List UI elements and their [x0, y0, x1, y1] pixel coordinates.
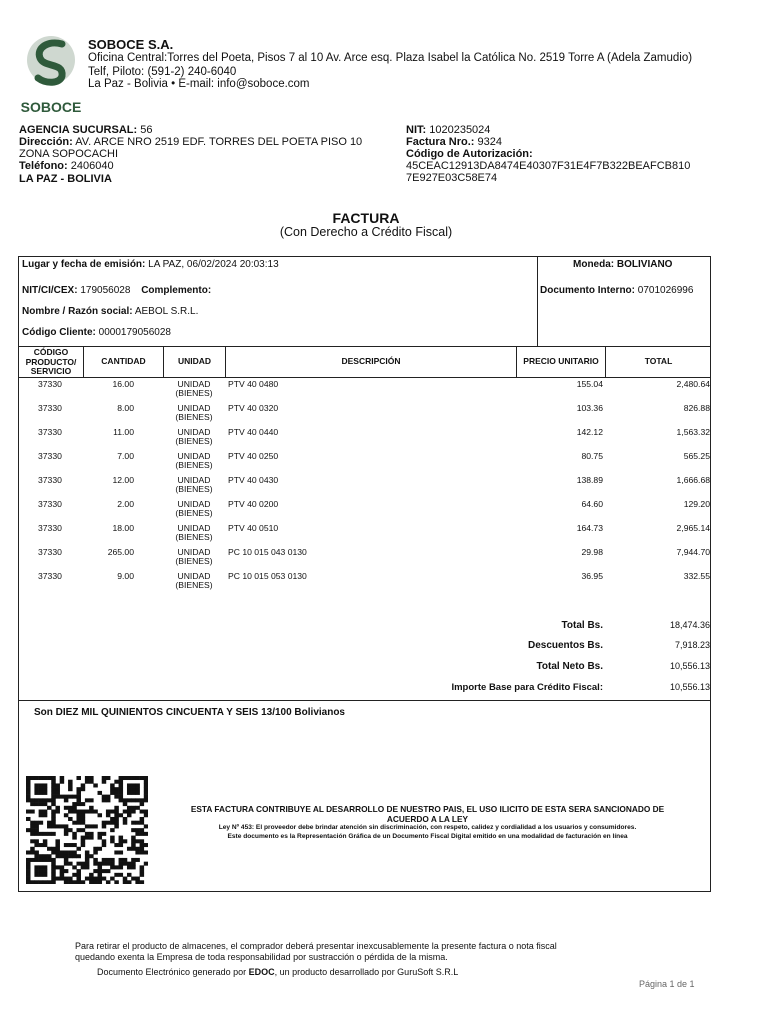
item-unidad-tipo: (BIENES): [175, 484, 213, 494]
nit-cliente: [22, 285, 211, 296]
amount-in-words: Son DIEZ MIL QUINIENTOS CINCUENTA Y SEIS 13/100 Bolivianos: [34, 707, 345, 718]
item-descripcion: PTV 40 0320: [228, 403, 279, 413]
edoc-suffix: , un producto desarrollado por GuruSoft S.R.L: [274, 967, 459, 977]
telefono-label: Teléfono:: [19, 160, 68, 172]
item-descripcion: PTV 40 0480: [228, 379, 279, 389]
codigo-autorizacion-line1: 45CEAC12913DA8474E40307F31E4F7B322BEAFCB810: [406, 160, 691, 172]
document-subtitle: (Con Derecho a Crédito Fiscal): [279, 225, 453, 239]
footer-line2: quedando exenta la Empresa de toda responsabilidad por sustracción o pérdida de la misma.: [75, 952, 448, 962]
item-unidad-tipo: (BIENES): [175, 460, 213, 470]
item-total: 2,965.14: [676, 523, 710, 533]
header-codigo-3: SERVICIO: [30, 366, 72, 376]
item-precio-unitario: 155.04: [576, 379, 603, 389]
ciudad-line: LA PAZ - BOLIVIA: [19, 173, 112, 185]
nit-emisor-line: [406, 124, 490, 137]
item-cantidad: 7.00: [117, 451, 134, 461]
nombre-label: Nombre / Razón social:: [22, 306, 133, 317]
item-codigo: 37330: [38, 499, 62, 509]
item-descripcion: PTV 40 0200: [228, 499, 279, 509]
item-unidad: UNIDAD: [177, 547, 211, 557]
item-descripcion: PTV 40 0510: [228, 523, 279, 533]
soboce-logo: [18, 32, 84, 116]
item-total: 7,944.70: [676, 547, 710, 557]
codigo-autorizacion-line2: 7E927E03C58E74: [406, 172, 498, 184]
moneda-label: Moneda:: [573, 259, 615, 270]
edoc-brand: EDOC: [248, 967, 275, 977]
legal-line1: ESTA FACTURA CONTRIBUYE AL DESARROLLO DE NUESTRO PAIS, EL USO ILICITO DE ESTA SERA SANCIONADO DE: [190, 804, 665, 814]
item-unidad-tipo: (BIENES): [175, 412, 213, 422]
agencia-label: AGENCIA SUCURSAL:: [19, 124, 138, 136]
item-total: 1,666.68: [676, 475, 710, 485]
item-total: 2,480.64: [676, 379, 710, 389]
descuentos-label: Descuentos Bs.: [527, 640, 603, 651]
table-top-line: [18, 346, 711, 347]
documento-interno: [540, 285, 693, 296]
company-address: Oficina Central:Torres del Poeta, Pisos 7 al 10 Av. Arce esq. Plaza Isabel la Católica No. 2519 Torre A (Adela Zamudio): [88, 52, 693, 64]
company-phone: Telf, Piloto: (591-2) 240-6040: [88, 66, 237, 78]
direccion-label: Dirección:: [19, 136, 73, 148]
item-cantidad: 11.00: [113, 427, 134, 437]
item-unidad-tipo: (BIENES): [175, 580, 213, 590]
header-descripcion: DESCRIPCIÓN: [341, 356, 401, 366]
codigo-cliente: [22, 327, 171, 338]
logo-text: SOBOCE: [20, 99, 82, 115]
item-unidad: UNIDAD: [177, 403, 211, 413]
nombre-value: AEBOL S.R.L.: [134, 306, 199, 317]
item-unidad: UNIDAD: [177, 475, 211, 485]
item-codigo: 37330: [38, 403, 62, 413]
item-descripcion: PC 10 015 053 0130: [228, 571, 307, 581]
zona-line: ZONA SOPOCACHI: [19, 148, 119, 160]
company-name: SOBOCE S.A.: [88, 37, 174, 52]
cliente-label: Código Cliente:: [22, 327, 96, 338]
item-precio-unitario: 64.60: [581, 499, 603, 509]
moneda: [573, 259, 672, 270]
item-precio-unitario: 142.12: [576, 427, 603, 437]
codigo-autorizacion-label: Código de Autorización:: [406, 148, 533, 160]
item-cantidad: 18.00: [112, 523, 134, 533]
cliente-value: 0000179056028: [98, 327, 171, 338]
item-precio-unitario: 103.36: [576, 403, 603, 413]
item-descripcion: PTV 40 0440: [228, 427, 279, 437]
item-unidad: UNIDAD: [177, 379, 211, 389]
item-unidad: UNIDAD: [177, 451, 211, 461]
nit-cliente-value: 179056028: [80, 285, 131, 296]
agencia-value: 56: [140, 124, 153, 136]
item-codigo: 37330: [38, 451, 62, 461]
moneda-value: BOLIVIANO: [616, 259, 673, 270]
page-number: Página 1 de 1: [639, 979, 695, 989]
item-total: 565.25: [683, 451, 710, 461]
neto-value: 10,556.13: [669, 661, 710, 671]
item-codigo: 37330: [38, 379, 62, 389]
table-header-line: [18, 377, 711, 378]
legal-line2: ACUERDO A LA LEY: [386, 814, 469, 824]
header-total: TOTAL: [644, 356, 673, 366]
agencia-line: [19, 124, 152, 137]
item-codigo: 37330: [38, 571, 62, 581]
item-cantidad: 265.00: [107, 547, 134, 557]
doc-interno-label: Documento Interno:: [540, 285, 635, 296]
legal-line3: Ley Nº 453: El proveedor debe brindar atención sin discriminación, con respeto, calidez y cordialidad a los usuarios y consumidores.: [218, 824, 637, 831]
neto-label: Total Neto Bs.: [536, 661, 603, 672]
meta-divider: [537, 256, 538, 347]
descuentos-value: 7,918.23: [674, 640, 710, 650]
item-precio-unitario: 164.73: [576, 523, 603, 533]
lugar-fecha: [22, 259, 279, 270]
legal-line4: Este documento es la Representación Gráfica de un Documento Fiscal Digital emitido en una modalidad de facturación en línea: [227, 833, 628, 840]
item-precio-unitario: 138.89: [576, 475, 603, 485]
nombre-razon-social: [22, 306, 198, 317]
item-precio-unitario: 36.95: [581, 571, 603, 581]
direccion-value: AV. ARCE NRO 2519 EDF. TORRES DEL POETA PISO 10: [75, 136, 363, 148]
item-descripcion: PC 10 015 043 0130: [228, 547, 307, 557]
document-title: FACTURA: [332, 210, 400, 226]
item-unidad-tipo: (BIENES): [175, 388, 213, 398]
base-label: Importe Base para Crédito Fiscal:: [451, 682, 603, 693]
item-codigo: 37330: [38, 547, 62, 557]
item-precio-unitario: 80.75: [581, 451, 603, 461]
item-unidad: UNIDAD: [177, 427, 211, 437]
item-cantidad: 12.00: [112, 475, 134, 485]
item-unidad-tipo: (BIENES): [175, 556, 213, 566]
totals-bottom-line: [18, 700, 711, 701]
item-unidad-tipo: (BIENES): [175, 508, 213, 518]
header-codigo: [19, 348, 83, 377]
nit-cliente-label: NIT/CI/CEX:: [22, 285, 78, 296]
item-precio-unitario: 29.98: [581, 547, 603, 557]
factura-nro-value: 9324: [477, 136, 503, 148]
header-codigo-1: CÓDIGO: [33, 347, 69, 357]
item-total: 129.20: [683, 499, 710, 509]
qr-code: [26, 776, 148, 884]
item-codigo: 37330: [38, 475, 62, 485]
telefono-line: [19, 160, 114, 173]
doc-interno-value: 0701026996: [637, 285, 694, 296]
item-total: 826.88: [683, 403, 710, 413]
total-value: 18,474.36: [669, 620, 710, 630]
item-descripcion: PTV 40 0250: [228, 451, 279, 461]
edoc-line: [97, 967, 458, 977]
item-cantidad: 8.00: [117, 403, 134, 413]
item-total: 332.55: [683, 571, 710, 581]
item-cantidad: 16.00: [112, 379, 134, 389]
base-value: 10,556.13: [669, 682, 710, 692]
header-cantidad: CANTIDAD: [101, 356, 146, 366]
nit-emisor-label: NIT:: [406, 124, 427, 136]
nit-emisor-value: 1020235024: [429, 124, 491, 136]
header-codigo-2: PRODUCTO/: [25, 356, 77, 367]
telefono-value: 2406040: [70, 160, 114, 172]
item-cantidad: 2.00: [117, 499, 134, 509]
factura-nro-label: Factura Nro.:: [406, 136, 475, 148]
item-total: 1,563.32: [676, 427, 710, 437]
total-label: Total Bs.: [561, 620, 603, 631]
item-unidad: UNIDAD: [177, 571, 211, 581]
factura-nro-line: [406, 136, 502, 149]
item-descripcion: PTV 40 0430: [228, 475, 279, 485]
lugar-value: LA PAZ, 06/02/2024 20:03:13: [148, 259, 279, 270]
item-unidad-tipo: (BIENES): [175, 532, 213, 542]
footer-line1: Para retirar el producto de almacenes, el comprador deberá presentar inexcusablemente la presente factura o nota fiscal: [75, 941, 557, 951]
item-unidad: UNIDAD: [177, 523, 211, 533]
header-precio: PRECIO UNITARIO: [523, 356, 599, 366]
item-unidad-tipo: (BIENES): [175, 436, 213, 446]
header-unidad: UNIDAD: [177, 356, 212, 366]
item-unidad: UNIDAD: [177, 499, 211, 509]
direccion-line: [19, 136, 362, 149]
item-codigo: 37330: [38, 427, 62, 437]
company-email: La Paz - Bolivia • E-mail: info@soboce.com: [88, 78, 310, 90]
edoc-prefix: Documento Electrónico generado por: [97, 967, 249, 977]
lugar-label: Lugar y fecha de emisión:: [22, 259, 146, 270]
complemento-label: Complemento:: [141, 285, 212, 296]
item-codigo: 37330: [38, 523, 62, 533]
item-cantidad: 9.00: [117, 571, 134, 581]
